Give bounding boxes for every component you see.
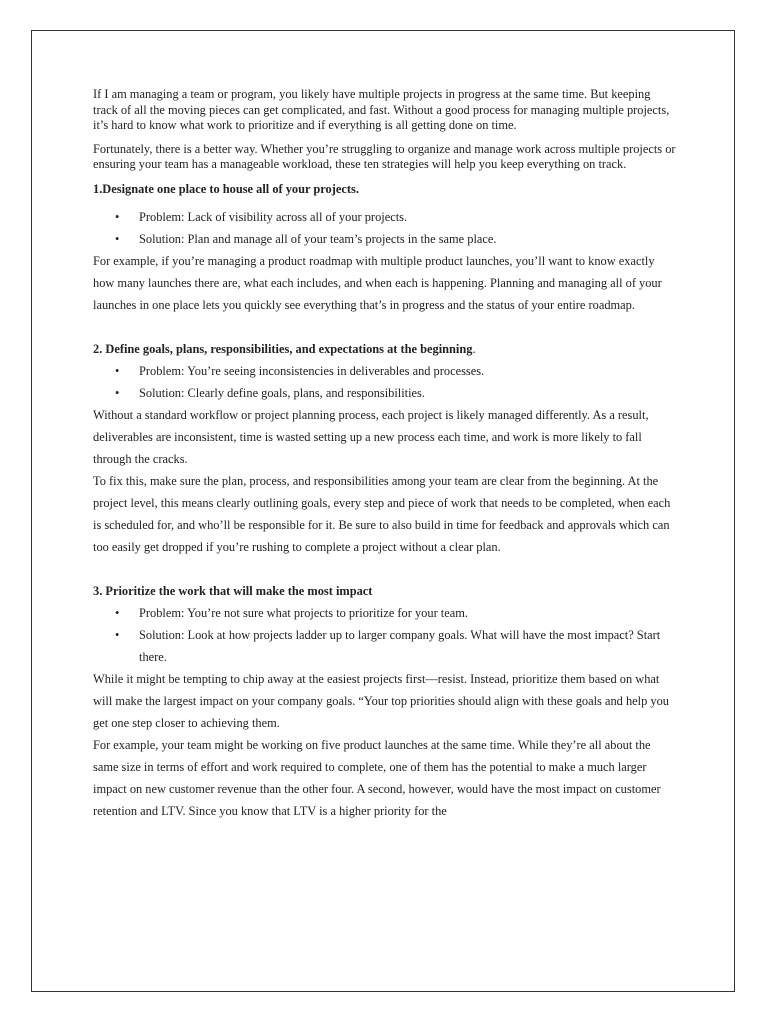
section-2-solution-item: • Solution: Clearly define goals, plans, and responsibilities.	[93, 382, 677, 404]
bullet-icon: •	[115, 385, 120, 400]
section-2-heading: 2. Define goals, plans, responsibilities, and expectations at the beginning.	[93, 341, 476, 356]
section-2-problem-item: • Problem: You’re seeing inconsistencies in deliverables and processes.	[93, 360, 677, 382]
bullet-icon: •	[115, 605, 120, 620]
section-1-heading: 1.Designate one place to house all of your projects.	[93, 181, 359, 196]
intro-paragraph-2: Fortunately, there is a better way. Whether you’re struggling to organize and manage work across multiple projects or ensuring your team has a manageable workload, these ten strategies will help you keep everything on track.	[93, 141, 676, 171]
section-3	[93, 580, 677, 822]
section-1-paragraph-1: For example, if you’re managing a product roadmap with multiple product launches, you’ll want to know exactly how many launches there are, what each includes, and when each is happening. Planning and managing all of your launches in one place lets you quickly see everything that’s in progress and the status of your entire roadmap.	[93, 253, 662, 312]
section-2	[93, 338, 677, 558]
section-3-paragraph-2: For example, your team might be working on five product launches at the same time. While they’re all about the same size in terms of effort and work required to complete, one of them has the potential to make a much larger impact on new customer revenue than the other four. A second, however, would have the most impact on customer retention and LTV. Since you know that LTV is a higher priority for the	[93, 737, 661, 818]
document-body	[93, 87, 677, 822]
document-page	[31, 30, 735, 992]
section-3-solution-item: • Solution: Look at how projects ladder up to larger company goals. What will have the most impact? Start there.	[93, 624, 677, 668]
section-3-bullet-list	[93, 602, 677, 668]
section-3-paragraph-1: While it might be tempting to chip away at the easiest projects first—resist. Instead, prioritize them based on what will make the largest impact on your company goals. “Your top priorities should align with these goals and help you get one step closer to achieving them.	[93, 671, 669, 730]
section-3-problem-item: • Problem: You’re not sure what projects to prioritize for your team.	[93, 602, 677, 624]
section-2-paragraph-1: Without a standard workflow or project planning process, each project is likely managed differently. As a result, deliverables are inconsistent, time is wasted setting up a new process each time, and work is more likely to fall through the cracks.	[93, 407, 649, 466]
section-2-paragraph-2: To fix this, make sure the plan, process, and responsibilities among your team are clear from the beginning. At the project level, this means clearly outlining goals, every step and piece of work that needs to be completed, when each is scheduled for, and who’ll be responsible for it. Be sure to also build in time for feedback and approvals which can too easily get dropped if you’re rushing to complete a project without a clear plan.	[93, 473, 671, 554]
section-1-problem-item: • Problem: Lack of visibility across all of your projects.	[93, 206, 677, 228]
bullet-icon: •	[115, 363, 120, 378]
section-1	[93, 181, 677, 316]
bullet-icon: •	[115, 231, 120, 246]
section-3-heading: 3. Prioritize the work that will make the most impact	[93, 583, 373, 598]
section-1-solution-item: • Solution: Plan and manage all of your team’s projects in the same place.	[93, 228, 677, 250]
bullet-icon: •	[115, 209, 120, 224]
section-2-bullet-list	[93, 360, 677, 404]
bullet-icon: •	[115, 627, 120, 642]
section-1-bullet-list	[93, 206, 677, 250]
intro-paragraph-1: If I am managing a team or program, you likely have multiple projects in progress at the same time. But keeping track of all the moving pieces can get complicated, and fast. Without a good process for managing multiple projects, it’s hard to know what work to prioritize and if everything is all getting done on time.	[93, 87, 670, 132]
